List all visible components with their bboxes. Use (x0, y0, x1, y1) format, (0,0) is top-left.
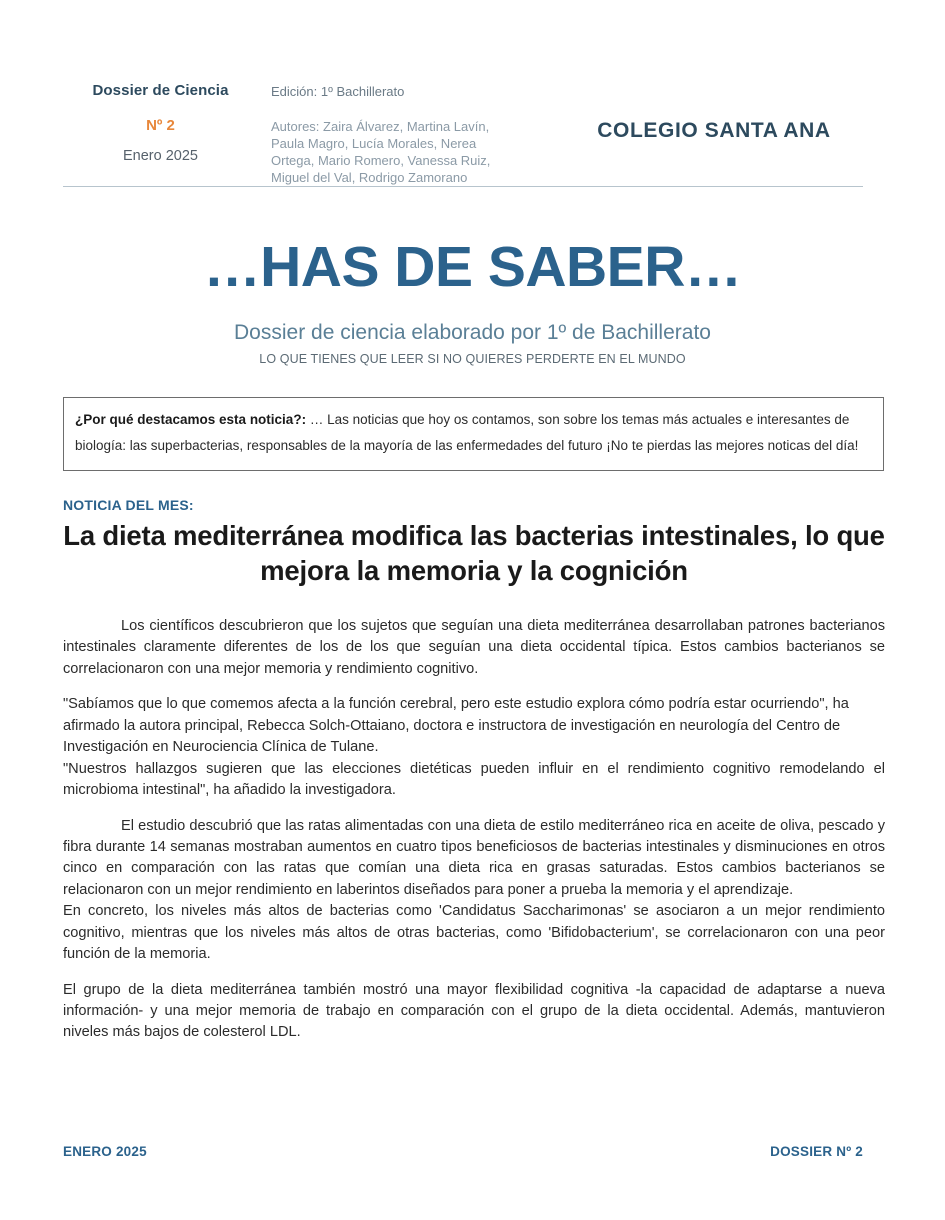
masthead-middle-block (258, 78, 543, 187)
article-kicker: NOTICIA DEL MES: (63, 497, 194, 513)
footer-date: ENERO 2025 (63, 1144, 147, 1159)
article-headline: La dieta mediterránea modifica las bacterias intestinales, lo que mejora la memoria y la cognición (63, 520, 885, 587)
article-paragraph: "Nuestros hallazgos sugieren que las elecciones dietéticas pueden influir en el rendimiento cognitivo remodelando el microbioma intestinal", ha añadido la investigadora. (63, 760, 885, 799)
edition-label: Edición: 1º Bachillerato (271, 84, 405, 99)
article-paragraph: En concreto, los niveles más altos de bacterias como 'Candidatus Saccharimonas' se asociaron a un mejor rendimiento cognitivo, mientras que los niveles más altos de otras bacterias, como 'Bifidobacterium', se correlacionaron con una peor función de la memoria. (63, 903, 885, 963)
page-footer (63, 1144, 863, 1159)
footer-dossier-number: DOSSIER Nº 2 (770, 1144, 863, 1159)
masthead-right-block (543, 78, 885, 143)
article-paragraph: "Sabíamos que lo que comemos afecta a la función cerebral, pero este estudio explora cómo podría estar ocurriendo", ha afirmado la autora principal, Rebecca Solch-Ottaiano, doctora e instructora de investigación en neurología del Centro de Investigación en Neurociencia Clínica de Tulane. (63, 696, 849, 756)
dossier-title: Dossier de Ciencia (92, 82, 229, 99)
banner-title: …HAS DE SABER… (203, 235, 742, 299)
callout-body: … Las noticias que hoy os contamos, son sobre los temas más actuales e interesantes de biología: las superbacterias, responsables de la mayoría de las enfermedades del futuro ¡No te pierdas las mejores noticas del día! (75, 412, 859, 454)
callout-text (75, 407, 872, 460)
article-paragraph: Los científicos descubrieron que los sujetos que seguían una dieta mediterránea desarrollaban patrones bacterianos intestinales claramente diferentes de los de los que seguían una dieta occidental típica. Estos cambios bacterianos se correlacionaron con una mejor memoria y rendimiento cognitivo. (63, 618, 885, 677)
dossier-date: Enero 2025 (123, 148, 198, 164)
masthead-left-block (63, 78, 258, 165)
callout-lead: ¿Por qué destacamos esta noticia?: (75, 412, 307, 427)
article-paragraph: El grupo de la dieta mediterránea también mostró una mayor flexibilidad cognitiva -la capacidad de adaptarse a nueva información- y una mejor memoria de trabajo en comparación con el grupo de la dieta occidental. Además, mantuvieron niveles más bajos de colesterol LDL. (63, 981, 885, 1041)
banner-subtitle: Dossier de ciencia elaborado por 1º de Bachillerato (234, 320, 711, 344)
authors-list: Autores: Zaira Álvarez, Martina Lavín, Paula Magro, Lucía Morales, Nerea Ortega, Mario Romero, Vanessa Ruiz, Miguel del Val, Rodrigo Zamorano (271, 118, 491, 186)
masthead-divider (63, 186, 863, 187)
masthead (63, 78, 885, 187)
dossier-number: Nº 2 (146, 117, 175, 134)
article-body (63, 616, 885, 1058)
banner-tagline: LO QUE TIENES QUE LEER SI NO QUIERES PERDERTE EN EL MUNDO (259, 352, 686, 367)
banner (0, 235, 945, 367)
article-paragraph: El estudio descubrió que las ratas alimentadas con una dieta de estilo mediterráneo rica en aceite de oliva, pescado y fibra durante 14 semanas mostraban aumentos en cuatro tipos beneficiosos de bacterias intestinales y disminuciones en otros cinco en comparación con las ratas que comían una dieta rica en grasas saturadas. Estos cambios bacterianos se relacionaron con un mejor rendimiento en laberintos diseñados para poner a prueba la memoria y el aprendizaje. (63, 817, 885, 898)
callout-box (63, 397, 884, 471)
school-name: COLEGIO SANTA ANA (597, 119, 831, 142)
